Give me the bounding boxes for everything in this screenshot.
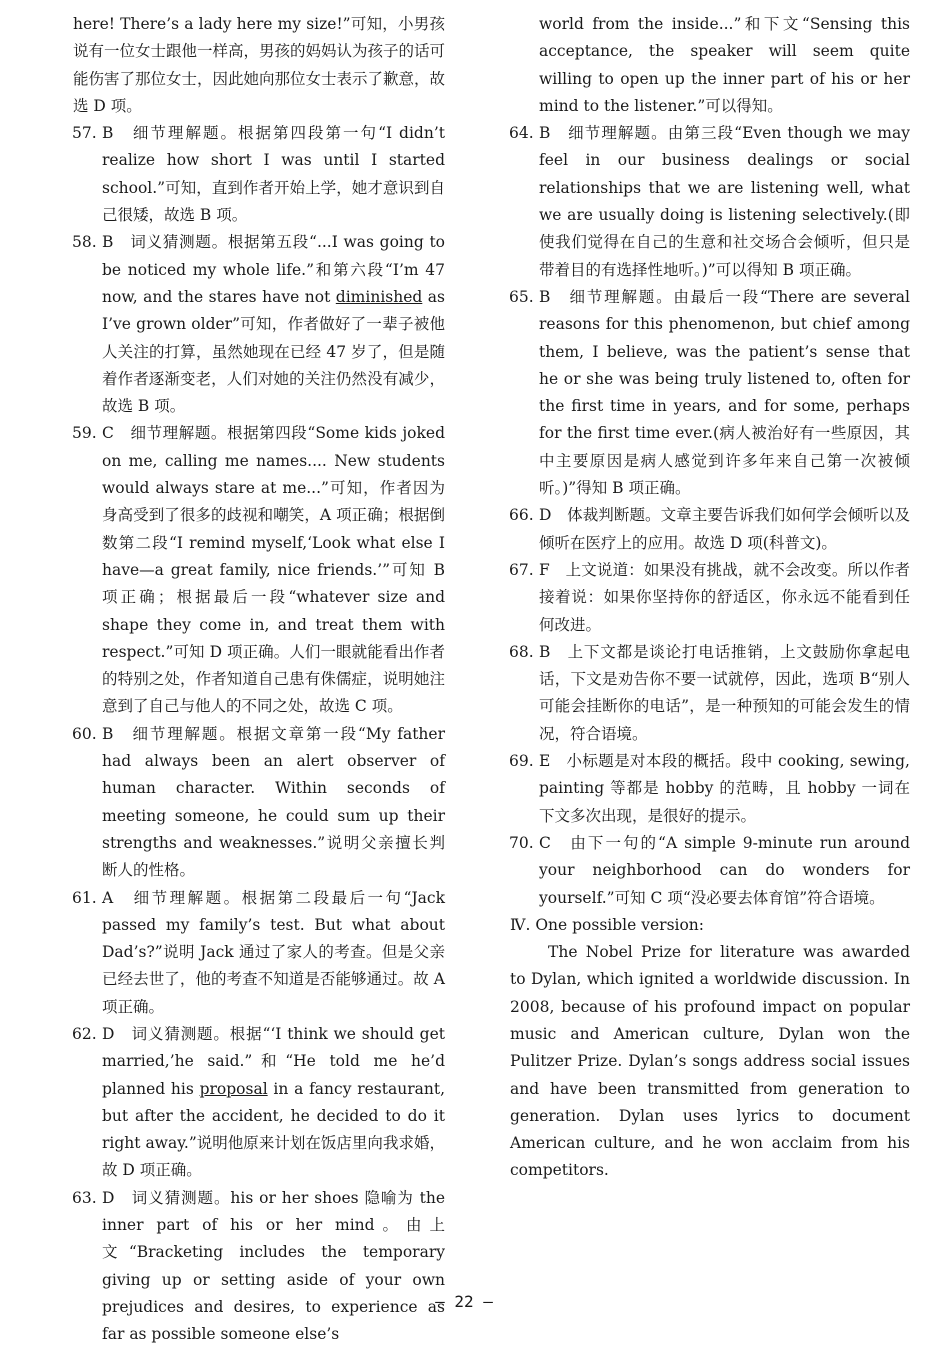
- item-number: 62.: [72, 1024, 97, 1043]
- answer-item-60: [73, 721, 445, 885]
- item-number: 66.: [509, 506, 534, 525]
- item-number: 68.: [509, 642, 534, 661]
- item-number: 64.: [509, 124, 534, 143]
- item-text: F 上文说道：如果没有挑战，就不会改变。所以作者接着说：如果你坚持你的舒适区，你永远不能看到任何改进。: [539, 560, 910, 634]
- item-number: 59.: [72, 424, 97, 443]
- left-continuation-text: here! There’s a lady here my size!”可知，小男孩说有一位女士跟他一样高，男孩的妈妈认为孩子的话可能伤害了那位女士，因此她向那位女士表示了歉意，故选 D 项。: [73, 15, 446, 115]
- essay-paragraph: The Nobel Prize for literature was awarded to Dylan, which ignited a worldwide discussion. In 2008, because of his profound impact on popular music and American culture, Dylan won the Pulitzer Prize. Dylan’s songs address social issues and have been transmitted from generation to generation. Dylan uses lyrics to document American culture, and he won acclaim from his competitors.: [510, 943, 910, 1180]
- sample-essay: [510, 939, 910, 1185]
- right-continuation-text: world from the inside...”和下文“Sensing this acceptance, the speaker will seem quite willing to open up the inner part of his or her mind to the listener.”可以得知。: [539, 15, 910, 115]
- answer-item-69: [510, 748, 910, 830]
- item-text: D 词义猜测题。his or her shoes 隐喻为 the inner part of his or her mind。由上文“Bracketing includes the temporary giving up or setting aside of your own prejudices and desires, to experience as far as possible someone else’s: [102, 1188, 445, 1344]
- section-heading: Ⅳ. One possible version:: [510, 915, 705, 934]
- answer-item-70: [510, 830, 910, 912]
- underlined-word: diminished: [335, 287, 423, 306]
- item-number: 57.: [72, 124, 97, 143]
- answer-item-62: [73, 1021, 445, 1185]
- item-number: 65.: [509, 287, 534, 306]
- answer-item-65: [510, 284, 910, 502]
- item-text-part: in a fancy restaurant, but after the accident, he decided to do it right away.”说明他原来计划在饭店里向我求婚，故 D 项正确。: [102, 1079, 445, 1180]
- item-text: [102, 1021, 445, 1185]
- item-number: 67.: [509, 560, 534, 579]
- item-text-part: as I’ve grown older”可知，作者做好了一辈子被他人关注的打算，虽然她现在已经 47 岁了，但是随着作者逐渐变老，人们对她的关注仍然没有减少，故选 B 项。: [102, 287, 445, 416]
- item-text: D 体裁判断题。文章主要告诉我们如何学会倾听以及倾听在医疗上的应用。故选 D 项(科普文)。: [539, 506, 910, 552]
- item-text: C 由下一句的“A simple 9-minute run around your neighborhood can do wonders for yourself.”可知 C 项“没必要去体育馆”符合语境。: [539, 833, 910, 907]
- answer-item-67: [510, 557, 910, 639]
- answer-item-59: [73, 420, 445, 720]
- item-text-part: B 词义猜测题。根据第五段“...I was going to be noticed my whole life.”和第六段“I’m 47 now, and the stares have not: [102, 233, 445, 306]
- item-text: E 小标题是对本段的概括。段中 cooking, sewing, painting 等都是 hobby 的范畴，且 hobby 一词在下文多次出现，是很好的提示。: [539, 752, 910, 825]
- item-number: 61.: [72, 888, 97, 907]
- item-number: 60.: [72, 724, 97, 743]
- answer-item-61: [73, 885, 445, 1021]
- left-column: [73, 11, 445, 1349]
- answer-item-68: [510, 639, 910, 748]
- answer-item-58: [73, 229, 445, 420]
- item-text: A 细节理解题。根据第二段最后一句“Jack passed my family’s test. But what about Dad’s?”说明 Jack 通过了家人的考查。但是父亲已经去世了，他的考查不知道是否能够通过。故 A 项正确。: [102, 888, 445, 1016]
- item-text: C 细节理解题。根据第四段“Some kids joked on me, calling me names.... New students would always stare at me...”可知，作者因为身高受到了很多的歧视和嘲笑，A 项正确；根据倒数第二段“I remind myself,‘Look what else I have—a great family, nice friends.’”可知 B 项正确；根据最后一段“whatever size and shape they come in, and treat them with respect.”可知 D 项正确。人们一眼就能看出作者的特别之处，作者知道自己患有侏儒症，说明她注意到了自己与他人的不同之处，故选 C 项。: [102, 424, 445, 716]
- item-text: B 上下文都是谈论打电话推销，上文鼓励你拿起电话，下文是劝告你不要一试就停，因此，选项 B“别人可能会挂断你的电话”，是一种预知的可能会发生的情况，符合语境。: [539, 642, 910, 743]
- item-text: B 细节理解题。根据文章第一段“My father had always been an alert observer of human character. Within seconds of meeting someone, he could sum up their strengths and weaknesses.”说明父亲擅长判断人的性格。: [102, 724, 445, 880]
- answer-item-64: [510, 120, 910, 284]
- item-number: 58.: [72, 233, 97, 252]
- item-number: 63.: [72, 1188, 97, 1207]
- page-number: — 22 —: [435, 1292, 493, 1311]
- answer-item-57: [73, 120, 445, 229]
- item-text: B 细节理解题。由最后一段“There are several reasons for this phenomenon, but chief among them, I believe, was the patient’s sense that he or she was being truly listened to, often for the first time in years, and for some, perhaps for the first time ever.(病人被治好有一些原因，其中主要原因是病人感觉到许多年来自己第一次被倾听。)”得知 B 项正确。: [539, 287, 910, 498]
- item-text: B 细节理解题。由第三段“Even though we may feel in our business dealings or social relationships that we are listening well, what we are usually doing is listening selectively.(即使我们觉得在自己的生意和社交场合会倾听，但只是带着目的有选择性地听。)”可以得知 B 项正确。: [539, 124, 910, 279]
- answer-item-66: [510, 502, 910, 557]
- underlined-word: proposal: [199, 1079, 268, 1098]
- answer-item-63-continued: [510, 11, 910, 120]
- answer-item-63: [73, 1185, 445, 1349]
- item-number: 69.: [509, 752, 534, 771]
- item-text-part: D 词义猜测题。根据“‘I think we should get married,’he said.”和“He told me he’d planned his: [102, 1024, 445, 1098]
- right-column: [510, 11, 910, 1185]
- item-number: 70.: [509, 833, 534, 852]
- item-text: [102, 229, 445, 420]
- item-text: B 细节理解题。根据第四段第一句“I didn’t realize how short I was until I started school.”可知，直到作者开始上学，她才意识到自己很矮，故选 B 项。: [102, 124, 445, 225]
